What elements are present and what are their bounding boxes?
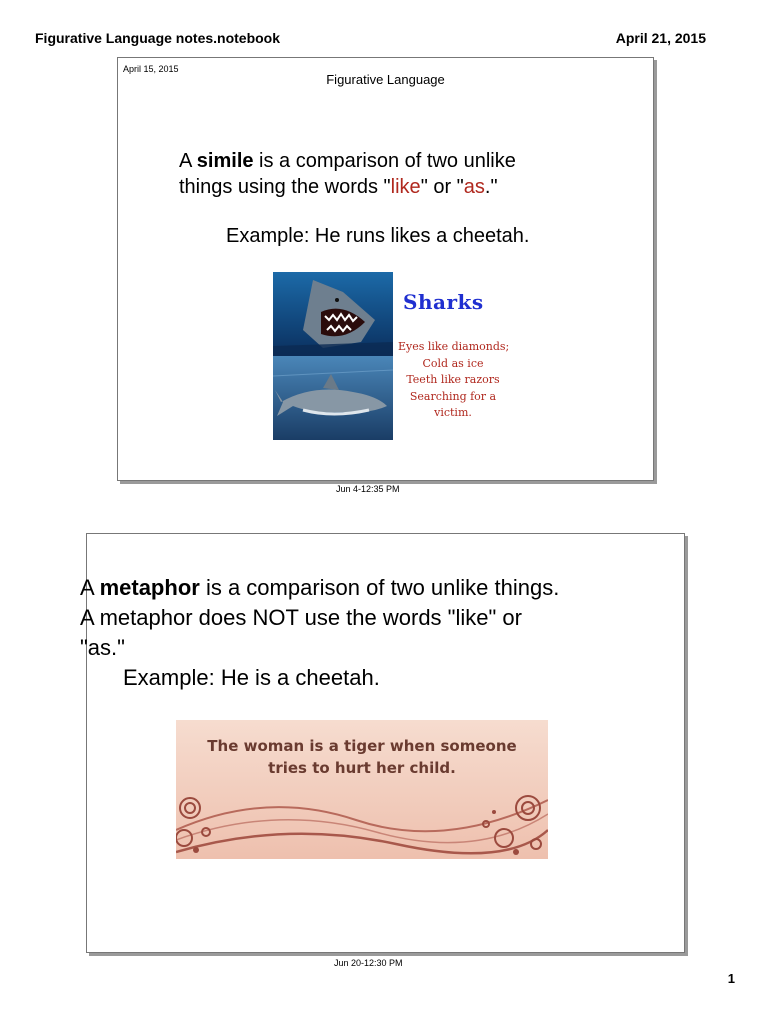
metaphor-line3: "as." bbox=[80, 635, 125, 660]
poem-line: Eyes like diamonds; bbox=[398, 340, 510, 353]
poem-line: Searching for a bbox=[409, 389, 497, 403]
slide-metaphor bbox=[80, 533, 685, 953]
metaphor-quote bbox=[176, 735, 548, 779]
shark-swimming-image bbox=[273, 356, 393, 440]
simile-line2-a: things using the words " bbox=[179, 176, 391, 198]
quote-line: tries to hurt her child. bbox=[268, 759, 456, 777]
simile-term: simile bbox=[196, 150, 254, 172]
metaphor-example: Example: He is a cheetah. bbox=[123, 665, 380, 690]
header-date: April 21, 2015 bbox=[615, 30, 706, 46]
simile-rest: is a comparison of two unlike bbox=[253, 150, 516, 172]
page-number: 1 bbox=[727, 971, 735, 986]
simile-definition bbox=[179, 148, 516, 200]
slide-title: Figurative Language bbox=[326, 72, 445, 87]
like-word: like bbox=[390, 176, 421, 198]
as-word: as bbox=[463, 176, 485, 198]
poem-line: Teeth like razors bbox=[406, 373, 500, 386]
simile-line2-b: " or " bbox=[420, 176, 464, 198]
shark-images bbox=[273, 272, 393, 440]
shark-jaws-image bbox=[273, 272, 393, 356]
metaphor-line1-b: is a comparison of two unlike things. bbox=[199, 575, 560, 600]
quote-line: The woman is a tiger when someone bbox=[207, 737, 517, 755]
simile-line2-c: ." bbox=[484, 176, 498, 198]
slide-timestamp: Jun 20-12:30 PM bbox=[334, 958, 403, 968]
poem-line: victim. bbox=[434, 406, 472, 419]
metaphor-line1-a: A bbox=[80, 575, 100, 600]
simile-example: Example: He runs likes a cheetah. bbox=[226, 225, 530, 247]
shark-poem bbox=[398, 339, 508, 422]
metaphor-term: metaphor bbox=[99, 575, 200, 600]
metaphor-definition bbox=[80, 573, 680, 693]
simile-intro: A bbox=[179, 150, 197, 172]
metaphor-quote-card bbox=[176, 720, 548, 859]
notebook-title: Figurative Language notes.notebook bbox=[35, 30, 281, 46]
poem-title: Sharks bbox=[403, 290, 484, 314]
slide-timestamp: Jun 4-12:35 PM bbox=[336, 484, 400, 494]
poem-line: Cold as ice bbox=[422, 356, 484, 370]
metaphor-line2: A metaphor does NOT use the words "like" or bbox=[80, 605, 522, 630]
slide-simile bbox=[117, 57, 654, 481]
slide-date: April 15, 2015 bbox=[123, 64, 179, 74]
